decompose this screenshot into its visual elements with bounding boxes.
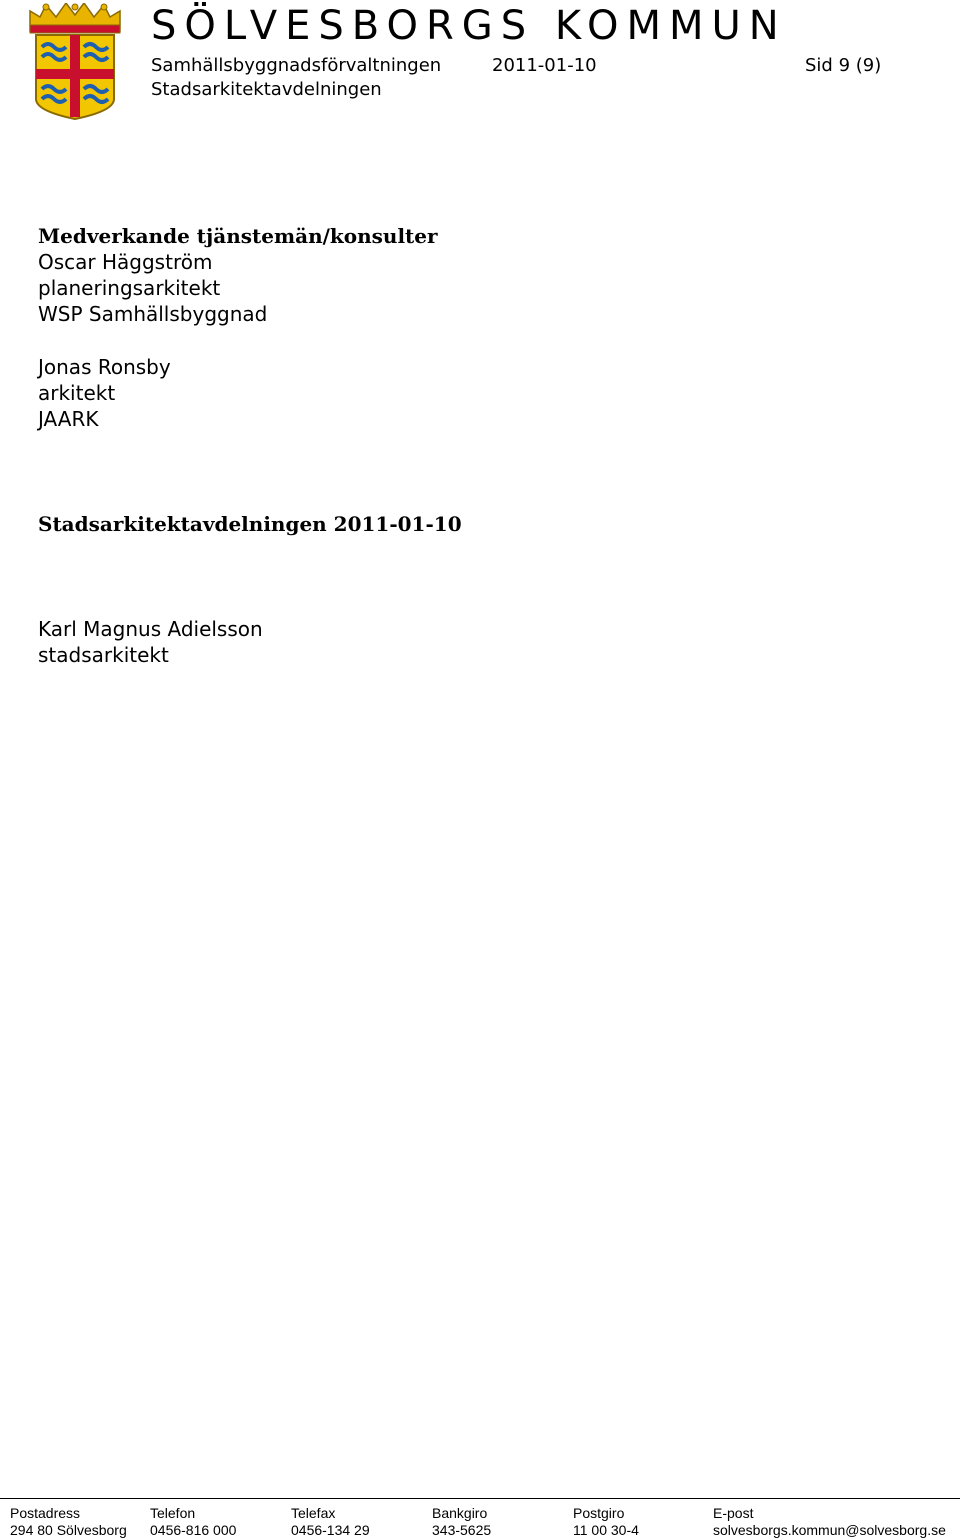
footer-label-bankgiro: Bankgiro [432,1505,488,1521]
municipality-wordmark: SÖLVESBORGS KOMMUN [151,3,787,49]
footer-label-epost: E-post [713,1505,754,1521]
footer-label-postadress: Postadress [10,1505,81,1521]
page-number: Sid 9 (9) [805,55,882,76]
contributor-title: arkitekt [38,381,116,405]
footer-label-telefax: Telefax [291,1505,336,1521]
footer-value-epost[interactable]: solvesborgs.kommun@solvesborg.se [713,1522,946,1538]
signatory-title: stadsarkitekt [38,643,169,667]
contributor-org: JAARK [38,407,99,431]
footer-label-telefon: Telefon [150,1505,196,1521]
footer-divider [0,1498,960,1499]
footer-value-telefon: 0456-816 000 [150,1522,237,1538]
footer-value-postadress: 294 80 Sölvesborg [10,1522,127,1538]
contributor-name: Jonas Ronsby [38,355,171,379]
header-department: Samhällsbyggnadsförvaltningen [151,55,442,76]
footer-value-bankgiro: 343-5625 [432,1522,492,1538]
header-date: 2011-01-10 [492,55,597,76]
header-unit: Stadsarkitektavdelningen [151,79,382,100]
footer-value-telefax: 0456-134 29 [291,1522,370,1538]
footer-value-postgiro: 11 00 30-4 [573,1522,639,1538]
signature-heading: Stadsarkitektavdelningen 2011-01-10 [38,512,462,536]
contributor-name: Oscar Häggström [38,250,213,274]
contributor-title: planeringsarkitekt [38,276,221,300]
signatory-name: Karl Magnus Adielsson [38,617,263,641]
contributors-heading: Medverkande tjänstemän/konsulter [38,224,438,248]
coat-of-arms-icon [26,3,124,121]
footer-label-postgiro: Postgiro [573,1505,625,1521]
contributor-org: WSP Samhällsbyggnad [38,302,268,326]
